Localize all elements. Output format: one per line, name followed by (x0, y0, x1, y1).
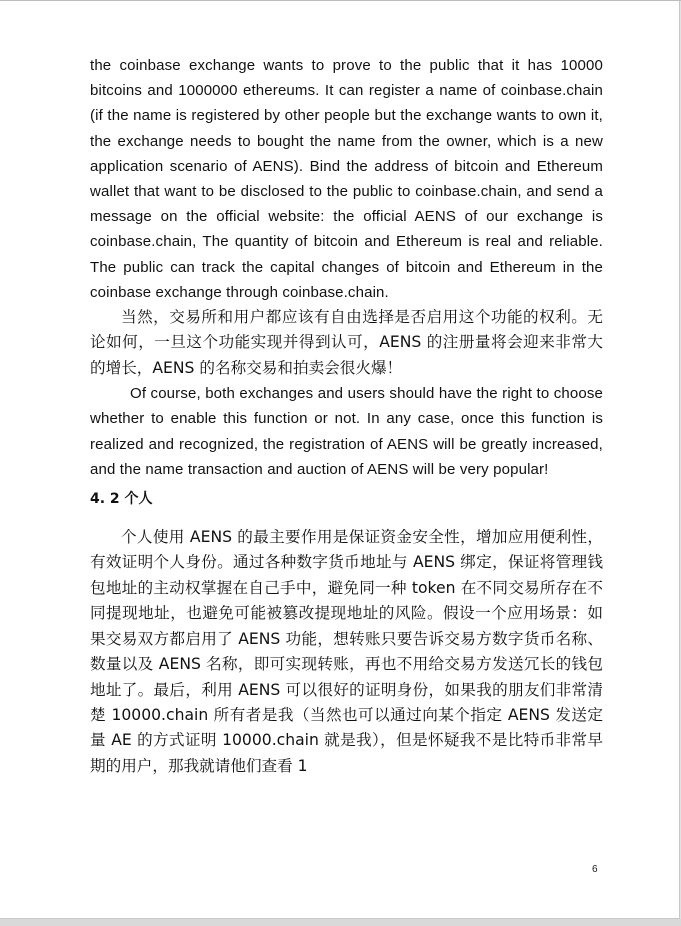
viewer-background-strip (0, 919, 681, 926)
page-content (90, 53, 603, 779)
paragraph-cn-of-course: 当然，交易所和用户都应该有自由选择是否启用这个功能的权利。无论如何，一旦这个功能实现并得到认可，AENS 的注册量将会迎来非常大的增长，AENS 的名称交易和拍卖会很火爆！ (90, 308, 603, 377)
section-heading: 4. 2 个人 (90, 491, 153, 508)
paragraph-cn-personal-use: 个人使用 AENS 的最主要作用是保证资金安全性，增加应用便利性，有效证明个人身份。通过各种数字货币地址与 AENS 绑定，保证将管理钱包地址的主动权掌握在自己手中，避免同一种 token 在不同交易所存在不同提现地址，也避免可能被篡改提现地址的风险。假设一个应用场景：如果交易双方都启用了 AENS 功能，想转账只要告诉交易方数字货币名称、数量以及 AENS 名称，即可实现转账，再也不用给交易方发送冗长的钱包地址了。最后，利用 AENS 可以很好的证明身份，如果我的朋友们非常清楚 10000.chain 所有者是我（当然也可以通过向某个指定 AENS 发送定量 AE 的方式证明 10000.chain 就是我），但是怀疑我不是比特币非常早期的用户，那我就请他们查看 1 (90, 528, 603, 775)
paragraph-coinbase-example: the coinbase exchange wants to prove to the public that it has 10000 bitcoins and 1000000 ethereums. It can register a name of coinbase.chain (if the name is registered by other people but the exchange wants to own it, the exchange needs to bought the name from the owner, which is a new application scenario of AENS). Bind the address of bitcoin and Ethereum wallet that want to be disclosed to the public to coinbase.chain, and send a message on the official website: the official AENS of our exchange is coinbase.chain, The quantity of bitcoin and Ethereum is real and reliable. The public can track the capital changes of bitcoin and Ethereum in the coinbase exchange through coinbase.chain. (90, 57, 603, 301)
page-number: 6 (592, 864, 598, 875)
paragraph-en-of-course: Of course, both exchanges and users should have the right to choose whether to enable this function or not. In any case, once this function is realized and recognized, the registration of AENS will be greatly increased, and the name transaction and auction of AENS will be very popular! (90, 385, 603, 478)
page-top-edge (0, 0, 681, 1)
